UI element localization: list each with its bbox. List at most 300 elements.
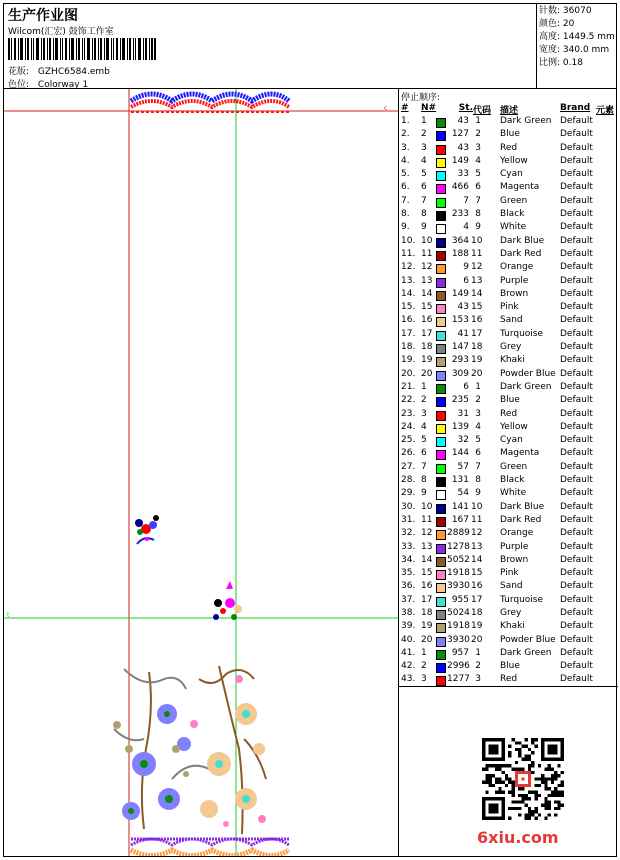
row-description: Dark Blue — [500, 501, 545, 512]
row-number: 25. — [401, 435, 416, 446]
table-row — [399, 262, 618, 275]
row-brand: Default — [560, 129, 593, 140]
row-description: Red — [500, 408, 518, 419]
row-number: 27. — [401, 461, 416, 472]
colorway-label: 色位: — [8, 80, 30, 90]
table-row — [399, 395, 618, 408]
row-description: Dark Green — [500, 116, 552, 126]
header-needle: N# — [421, 103, 437, 113]
row-description: White — [500, 222, 527, 233]
row-number: 28. — [401, 475, 416, 486]
row-needle: 11 — [421, 248, 433, 259]
row-code: 15 — [471, 568, 483, 579]
row-brand: Default — [560, 155, 593, 166]
row-number: 30. — [401, 501, 416, 512]
color-swatch — [436, 357, 446, 367]
row-stitches: 5024 — [447, 607, 470, 618]
row-code: 12 — [471, 528, 483, 539]
metric-label: 针数: — [539, 6, 561, 16]
design-label: 花版: — [8, 67, 30, 77]
header-no: # — [401, 103, 409, 113]
row-brand: Default — [560, 647, 593, 658]
row-code: 4 — [475, 155, 481, 166]
row-number: 37. — [401, 594, 416, 605]
table-row — [399, 422, 618, 435]
row-stitches: 43 — [457, 142, 469, 153]
row-number: 19. — [401, 355, 416, 366]
row-number: 43. — [401, 674, 416, 685]
row-stitches: 131 — [451, 475, 469, 486]
row-needle: 14 — [421, 288, 433, 299]
table-row — [399, 355, 618, 368]
row-code: 16 — [471, 581, 483, 592]
row-description: Blue — [500, 395, 520, 406]
header-code: 代码 — [473, 106, 492, 116]
row-brand: Default — [560, 315, 593, 326]
color-swatch — [436, 424, 446, 434]
row-stitches: 2889 — [447, 528, 470, 539]
row-needle: 13 — [421, 541, 433, 552]
row-needle: 17 — [421, 594, 433, 605]
row-needle: 18 — [421, 342, 433, 353]
table-row — [399, 169, 618, 182]
row-number: 7. — [401, 195, 410, 206]
row-stitches: 233 — [451, 209, 469, 220]
row-stitches: 33 — [457, 169, 469, 180]
table-row — [399, 382, 618, 395]
row-stitches: 54 — [457, 488, 469, 499]
row-brand: Default — [560, 421, 593, 432]
row-brand: Default — [560, 381, 593, 392]
row-needle: 16 — [421, 315, 433, 326]
row-code: 19 — [471, 355, 483, 366]
table-row — [399, 129, 618, 142]
row-description: Red — [500, 674, 518, 685]
color-swatch — [436, 278, 446, 288]
row-brand: Default — [560, 182, 593, 193]
row-stitches: 6 — [463, 381, 469, 392]
row-brand: Default — [560, 248, 593, 259]
row-stitches: 188 — [451, 248, 469, 259]
row-stitches: 309 — [451, 368, 469, 379]
row-brand: Default — [560, 275, 593, 286]
color-swatch — [436, 477, 446, 487]
svg-text:c: c — [384, 105, 388, 112]
row-number: 13. — [401, 275, 416, 286]
table-row — [399, 462, 618, 475]
design-metrics — [537, 4, 616, 89]
table-row — [399, 236, 618, 249]
row-brand: Default — [560, 368, 593, 379]
row-number: 4. — [401, 155, 410, 166]
row-stitches: 167 — [451, 514, 469, 525]
metric-label: 比例: — [539, 58, 561, 68]
color-swatch — [436, 583, 446, 593]
row-brand: Default — [560, 235, 593, 246]
color-swatch — [436, 637, 446, 647]
row-number: 36. — [401, 581, 416, 592]
row-brand: Default — [560, 408, 593, 419]
row-stitches: 32 — [457, 435, 469, 446]
color-swatch — [436, 304, 446, 314]
row-needle: 4 — [421, 421, 427, 432]
row-brand: Default — [560, 222, 593, 233]
table-row — [399, 648, 618, 661]
small-flower-motif — [135, 515, 159, 544]
row-number: 33. — [401, 541, 416, 552]
row-stitches: 43 — [457, 116, 469, 126]
row-number: 2. — [401, 129, 410, 140]
row-code: 14 — [471, 554, 483, 565]
row-needle: 8 — [421, 209, 427, 220]
row-stitches: 293 — [451, 355, 469, 366]
row-stitches: 139 — [451, 421, 469, 432]
row-code: 18 — [471, 342, 483, 353]
row-code: 2 — [475, 129, 481, 140]
row-description: Purple — [500, 275, 529, 286]
table-row — [399, 475, 618, 488]
table-row — [399, 222, 618, 235]
row-number: 1. — [401, 116, 410, 126]
row-stitches: 957 — [451, 647, 469, 658]
row-stitches: 1918 — [447, 568, 470, 579]
row-description: Black — [500, 209, 525, 220]
row-stitches: 235 — [451, 395, 469, 406]
metric-width — [539, 44, 616, 57]
table-row — [399, 542, 618, 555]
row-needle: 12 — [421, 528, 433, 539]
color-swatch — [436, 450, 446, 460]
table-row — [399, 329, 618, 342]
row-brand: Default — [560, 568, 593, 579]
color-swatch — [436, 224, 446, 234]
row-code: 12 — [471, 262, 483, 273]
row-stitches: 2996 — [447, 661, 470, 672]
row-number: 39. — [401, 621, 416, 632]
row-description: Brown — [500, 288, 529, 299]
row-needle: 10 — [421, 235, 433, 246]
row-number: 42. — [401, 661, 416, 672]
row-code: 16 — [471, 315, 483, 326]
color-swatch — [436, 663, 446, 673]
row-brand: Default — [560, 661, 593, 672]
table-row — [399, 635, 618, 648]
color-swatch — [436, 171, 446, 181]
row-brand: Default — [560, 355, 593, 366]
table-row — [399, 448, 618, 461]
color-swatch — [436, 131, 446, 141]
row-needle: 16 — [421, 581, 433, 592]
row-stitches: 149 — [451, 288, 469, 299]
table-row — [399, 502, 618, 515]
row-needle: 5 — [421, 435, 427, 446]
top-scallop-border — [131, 94, 289, 112]
row-description: White — [500, 488, 527, 499]
metric-value: 20 — [562, 19, 575, 29]
color-swatch — [436, 184, 446, 194]
row-code: 19 — [471, 621, 483, 632]
row-description: Magenta — [500, 182, 540, 193]
row-description: Brown — [500, 554, 529, 565]
row-code: 5 — [475, 169, 481, 180]
embroidery-design — [4, 89, 399, 856]
table-row — [399, 515, 618, 528]
qr-panel — [399, 687, 618, 856]
row-brand: Default — [560, 634, 593, 645]
row-brand: Default — [560, 328, 593, 339]
row-brand: Default — [560, 528, 593, 539]
row-code: 17 — [471, 328, 483, 339]
row-brand: Default — [560, 142, 593, 153]
floral-border-motif — [113, 666, 266, 834]
row-needle: 7 — [421, 461, 427, 472]
row-stitches: 141 — [451, 501, 469, 512]
row-description: Grey — [500, 607, 522, 618]
row-number: 11. — [401, 248, 416, 259]
row-needle: 9 — [421, 222, 427, 233]
table-row — [399, 674, 618, 687]
row-stitches: 3930 — [447, 581, 470, 592]
row-description: Turquoise — [500, 328, 544, 339]
header-desc: 描述 — [500, 106, 519, 116]
color-swatch — [436, 317, 446, 327]
row-needle: 15 — [421, 568, 433, 579]
row-code: 1 — [475, 116, 481, 126]
row-needle: 13 — [421, 275, 433, 286]
color-swatch — [436, 397, 446, 407]
row-description: Blue — [500, 129, 520, 140]
table-row — [399, 302, 618, 315]
row-code: 1 — [475, 647, 481, 658]
row-description: Grey — [500, 342, 522, 353]
row-stitches: 147 — [451, 342, 469, 353]
row-needle: 20 — [421, 634, 433, 645]
table-row — [399, 621, 618, 634]
color-swatch — [436, 238, 446, 248]
row-needle: 1 — [421, 381, 427, 392]
row-description: Khaki — [500, 355, 525, 366]
bottom-scallop-border — [131, 839, 289, 856]
metric-scale — [539, 57, 616, 70]
row-code: 13 — [471, 275, 483, 286]
row-description: Pink — [500, 302, 519, 313]
row-stitches: 153 — [451, 315, 469, 326]
row-brand: Default — [560, 461, 593, 472]
row-stitches: 6 — [463, 275, 469, 286]
row-code: 3 — [475, 674, 481, 685]
metric-label: 高度: — [539, 32, 561, 42]
row-needle: 6 — [421, 448, 427, 459]
row-brand: Default — [560, 169, 593, 180]
row-code: 9 — [475, 488, 481, 499]
row-number: 8. — [401, 209, 410, 220]
row-description: Green — [500, 461, 528, 472]
row-brand: Default — [560, 621, 593, 632]
row-number: 35. — [401, 568, 416, 579]
table-row — [399, 568, 618, 581]
row-code: 6 — [475, 182, 481, 193]
table-row — [399, 488, 618, 501]
row-stitches: 5052 — [447, 554, 470, 565]
row-stitches: 1918 — [447, 621, 470, 632]
metric-value: 0.18 — [562, 58, 583, 68]
row-needle: 4 — [421, 155, 427, 166]
row-description: Powder Blue — [500, 368, 556, 379]
row-needle: 3 — [421, 408, 427, 419]
color-swatch — [436, 623, 446, 633]
row-description: Black — [500, 475, 525, 486]
colorway-value: Colorway 1 — [37, 80, 89, 90]
sheet-title: 生产作业图 — [8, 8, 78, 24]
row-description: Dark Red — [500, 514, 542, 525]
row-brand: Default — [560, 475, 593, 486]
row-stitches: 9 — [463, 262, 469, 273]
row-code: 13 — [471, 541, 483, 552]
sheet-header — [4, 4, 537, 89]
row-brand: Default — [560, 488, 593, 499]
row-brand: Default — [560, 302, 593, 313]
row-code: 8 — [475, 209, 481, 220]
table-row — [399, 196, 618, 209]
row-brand: Default — [560, 541, 593, 552]
row-number: 9. — [401, 222, 410, 233]
row-description: Yellow — [500, 155, 528, 166]
metric-stitches — [539, 5, 616, 18]
table-row — [399, 276, 618, 289]
row-stitches: 1278 — [447, 541, 470, 552]
row-brand: Default — [560, 395, 593, 406]
color-swatch — [436, 118, 446, 128]
row-brand: Default — [560, 554, 593, 565]
color-swatch — [436, 371, 446, 381]
row-number: 22. — [401, 395, 416, 406]
row-code: 14 — [471, 288, 483, 299]
table-row — [399, 156, 618, 169]
metric-value: 36070 — [562, 6, 592, 16]
row-stitches: 1277 — [447, 674, 470, 685]
row-number: 17. — [401, 328, 416, 339]
color-swatch — [436, 530, 446, 540]
row-needle: 9 — [421, 488, 427, 499]
row-needle: 2 — [421, 661, 427, 672]
row-number: 34. — [401, 554, 416, 565]
row-stitches: 43 — [457, 302, 469, 313]
row-number: 12. — [401, 262, 416, 273]
row-number: 41. — [401, 647, 416, 658]
table-row — [399, 369, 618, 382]
row-brand: Default — [560, 448, 593, 459]
table-row — [399, 289, 618, 302]
stop-sequence-table — [399, 89, 618, 687]
color-swatch — [436, 264, 446, 274]
row-description: Dark Blue — [500, 235, 545, 246]
row-number: 31. — [401, 514, 416, 525]
table-row — [399, 315, 618, 328]
row-description: Orange — [500, 262, 534, 273]
color-swatch — [436, 198, 446, 208]
row-brand: Default — [560, 195, 593, 206]
table-title: 停止顺序: — [401, 93, 441, 103]
row-stitches: 41 — [457, 328, 469, 339]
row-needle: 8 — [421, 475, 427, 486]
row-needle: 14 — [421, 554, 433, 565]
table-row — [399, 209, 618, 222]
row-needle: 6 — [421, 182, 427, 193]
row-stitches: 466 — [451, 182, 469, 193]
row-needle: 1 — [421, 647, 427, 658]
row-code: 6 — [475, 448, 481, 459]
color-swatch — [436, 344, 446, 354]
row-number: 20. — [401, 368, 416, 379]
row-brand: Default — [560, 674, 593, 685]
row-code: 10 — [471, 235, 483, 246]
table-row — [399, 661, 618, 674]
row-number: 21. — [401, 381, 416, 392]
row-number: 3. — [401, 142, 410, 153]
row-description: Magenta — [500, 448, 540, 459]
table-row — [399, 143, 618, 156]
row-stitches: 57 — [457, 461, 469, 472]
color-swatch — [436, 251, 446, 261]
row-brand: Default — [560, 607, 593, 618]
header-stitches: St. — [458, 103, 473, 113]
table-row — [399, 249, 618, 262]
row-stitches: 4 — [463, 222, 469, 233]
row-code: 11 — [471, 248, 483, 259]
color-swatch — [436, 411, 446, 421]
row-needle: 12 — [421, 262, 433, 273]
table-row — [399, 409, 618, 422]
company-name: Wilcom(汇宏) 鼓饰工作室 — [8, 27, 114, 37]
row-code: 15 — [471, 302, 483, 313]
row-stitches: 364 — [451, 235, 469, 246]
row-description: Red — [500, 142, 518, 153]
row-brand: Default — [560, 209, 593, 220]
table-row — [399, 182, 618, 195]
color-swatch — [436, 570, 446, 580]
row-description: Khaki — [500, 621, 525, 632]
row-number: 32. — [401, 528, 416, 539]
color-swatch — [436, 384, 446, 394]
row-code: 18 — [471, 607, 483, 618]
row-description: Turquoise — [500, 594, 544, 605]
row-description: Orange — [500, 528, 534, 539]
row-needle: 20 — [421, 368, 433, 379]
row-needle: 10 — [421, 501, 433, 512]
table-row — [399, 595, 618, 608]
row-code: 20 — [471, 634, 483, 645]
row-number: 16. — [401, 315, 416, 326]
row-needle: 11 — [421, 514, 433, 525]
color-swatch — [436, 676, 446, 686]
row-code: 20 — [471, 368, 483, 379]
metric-label: 宽度: — [539, 45, 561, 55]
small-flower-motif — [213, 581, 242, 620]
row-brand: Default — [560, 262, 593, 273]
row-needle: 19 — [421, 621, 433, 632]
row-description: Sand — [500, 581, 523, 592]
metric-colors — [539, 18, 616, 31]
row-number: 24. — [401, 421, 416, 432]
table-body — [399, 116, 618, 688]
row-needle: 2 — [421, 129, 427, 140]
row-code: 5 — [475, 435, 481, 446]
row-code: 4 — [475, 421, 481, 432]
row-brand: Default — [560, 514, 593, 525]
row-brand: Default — [560, 501, 593, 512]
production-sheet — [3, 3, 617, 857]
color-swatch — [436, 504, 446, 514]
